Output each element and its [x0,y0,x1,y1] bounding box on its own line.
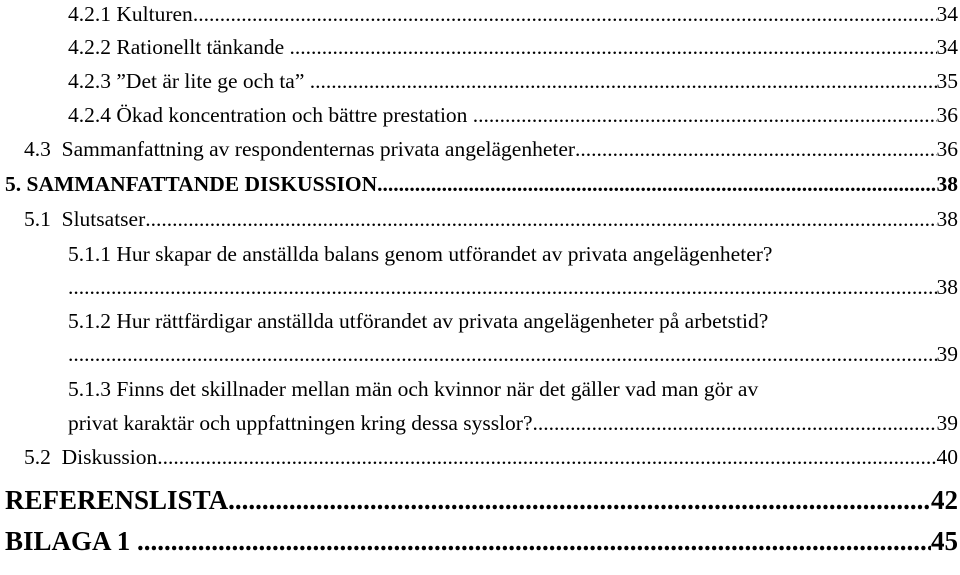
toc-leader-dots [68,273,937,301]
toc-entry-number: 5.1 [24,207,51,231]
toc-entry-number: 5.1.2 [68,309,111,333]
toc-leader-dots [228,486,931,514]
toc-leader-dots [290,33,937,61]
toc-leader-dots [377,170,936,198]
toc-entry-title: Diskussion [61,445,158,469]
toc-entry-title: Rationellt tänkande [116,35,285,59]
toc-entry-page: 39 [936,342,958,366]
toc-entry-number: 5. [5,172,22,196]
toc-entry-title: Hur rättfärdigar anställda utförandet av privata angelägenheter på arbetstid? [116,309,769,333]
toc-entry-page: 38 [936,275,958,299]
toc-entry-5-2[interactable] [0,443,960,471]
toc-entry-title: ”Det är lite ge och ta” [116,69,305,93]
toc-entry-title: SAMMANFATTANDE DISKUSSION [26,172,378,196]
toc-entry-page: 36 [936,103,958,127]
toc-leader-dots [473,101,937,129]
toc-entry-referenslista[interactable] [0,486,960,514]
toc-entry-4-2-4[interactable] [0,101,960,129]
toc-entry-number: 4.2.2 [68,35,111,59]
toc-entry-title: Slutsatser [61,207,146,231]
toc-entry-number: 5.2 [24,445,51,469]
toc-entry-title: Ökad koncentration och bättre prestation [116,103,468,127]
toc-leader-dots [533,409,937,437]
toc-entry-4-3[interactable] [0,135,960,163]
toc-entry-5-1[interactable] [0,205,960,233]
toc-entry-bilaga-1[interactable] [0,527,960,555]
toc-entry-page: 36 [936,137,958,161]
toc-entry-page: 38 [936,207,958,231]
toc-entry-number: 4.3 [24,137,51,161]
toc-leader-dots [310,67,937,95]
toc-entry-5-1-3-continuation[interactable] [68,409,960,437]
toc-leader-dots [68,340,937,368]
toc-entry-5-1-1[interactable] [0,240,960,268]
toc-entry-page: 34 [936,2,958,26]
toc-entry-title: REFERENSLISTA [5,485,229,515]
toc-entry-title-continuation: privat karaktär och uppfattningen kring dessa sysslor? [68,411,533,435]
toc-entry-title: Kulturen [116,2,193,26]
toc-entry-5-1-1-leader[interactable] [68,273,960,301]
toc-entry-number: 4.2.3 [68,69,111,93]
toc-leader-dots [575,135,936,163]
toc-leader-dots [193,0,937,28]
toc-entry-5-1-2[interactable] [0,307,960,335]
toc-entry-4-2-3[interactable] [0,67,960,95]
toc-entry-4-2-1[interactable] [0,0,960,28]
toc-entry-title: Finns det skillnader mellan män och kvinnor när det gäller vad man gör av [116,377,759,401]
toc-entry-number: 4.2.1 [68,2,111,26]
toc-entry-number: 5.1.1 [68,242,111,266]
toc-entry-page: 39 [936,411,958,435]
toc-entry-5-1-2-leader[interactable] [68,340,960,368]
toc-entry-page: 42 [931,485,958,515]
toc-entry-title: Hur skapar de anställda balans genom utförandet av privata angelägenheter? [116,242,773,266]
toc-entry-page: 34 [936,35,958,59]
toc-entry-page: 35 [936,69,958,93]
toc-entry-number: 5.1.3 [68,377,111,401]
toc-leader-dots [157,443,936,471]
toc-entry-title: BILAGA 1 [5,526,131,556]
toc-entry-5[interactable] [0,170,960,198]
toc-entry-page: 40 [936,445,958,469]
toc-leader-dots [145,205,936,233]
toc-entry-page: 45 [931,526,958,556]
toc-leader-dots [137,527,931,555]
toc-entry-page: 38 [936,172,958,196]
toc-entry-title: Sammanfattning av respondenternas privata angelägenheter [61,137,576,161]
toc-entry-number: 4.2.4 [68,103,111,127]
toc-entry-4-2-2[interactable] [0,33,960,61]
toc-entry-5-1-3[interactable] [0,375,960,403]
